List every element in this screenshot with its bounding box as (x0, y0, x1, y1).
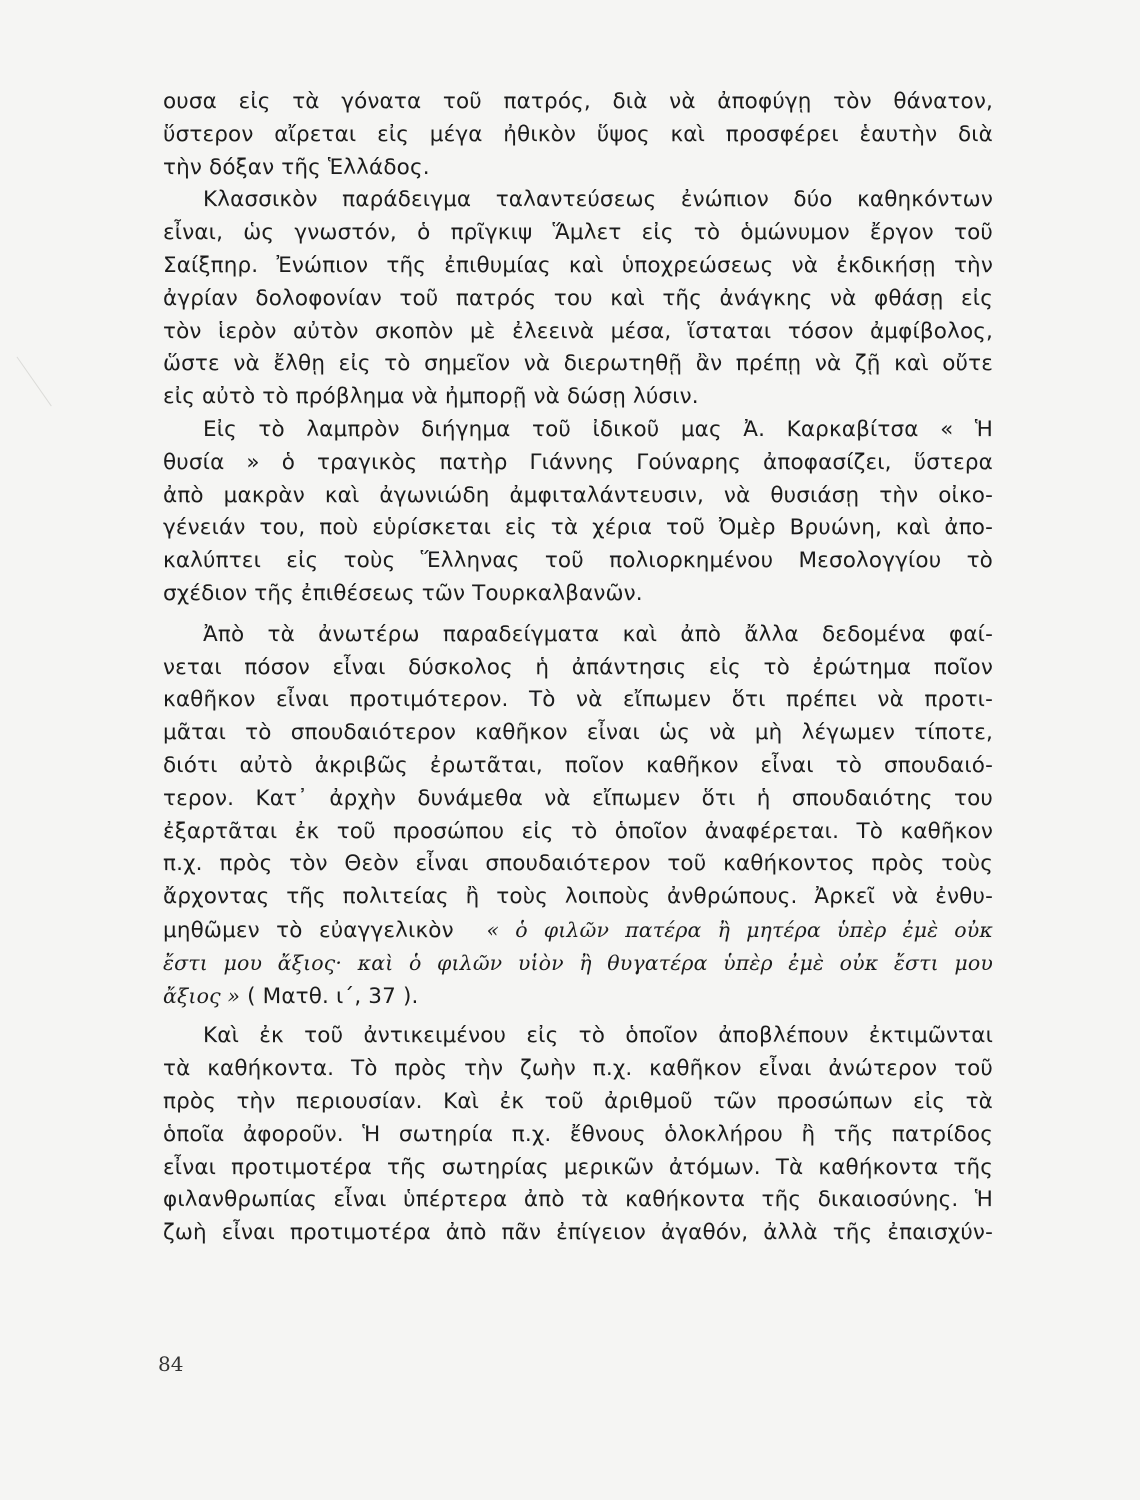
text-line: καλύπτει εἰς τοὺς Ἕλληνας τοῦ πολιορκημένου Μεσολογγίου τὸ (163, 548, 993, 574)
text-line: θυσία » ὁ τραγικὸς πατὴρ Γιάννης Γούναρης ἀποφασίζει, ὕστερα (163, 449, 993, 475)
text-line: τὰ καθήκοντα. Τὸ πρὸς τὴν ζωὴν π.χ. καθῆκον εἶναι ἀνώτερον τοῦ (163, 1056, 993, 1082)
text-line: μᾶται τὸ σπουδαιότερον καθῆκον εἶναι ὡς νὰ μὴ λέγωμεν τίποτε, (163, 720, 993, 746)
text-line: Εἰς τὸ λαμπρὸν διήγημα τοῦ ἰδικοῦ μας Ἀ. Καρκαβίτσα « Ἡ (203, 416, 993, 442)
gospel-quote: « ὁ φιλῶν πατέρα ἢ μητέρα ὑπὲρ ἐμὲ οὐκ (486, 917, 994, 942)
text-line: ἀπὸ μακρὰν καὶ ἀγωνιώδη ἀμφιταλάντευσιν, νὰ θυσιάσῃ τὴν οἰκο- (163, 482, 993, 508)
paragraph-2 (163, 184, 993, 414)
text-line: ἀγρίαν δολοφονίαν τοῦ πατρός του καὶ τῆς ἀνάγκης νὰ φθάσῃ εἰς (163, 285, 993, 311)
text-line: γένειάν του, ποὺ εὑρίσκεται εἰς τὰ χέρια τοῦ Ὀμὲρ Βρυώνη, καὶ ἀπο- (163, 515, 993, 541)
quote-line (163, 980, 993, 1013)
text-line: εἰς αὐτὸ τὸ πρόβλημα νὰ ἠμπορῇ νὰ δώσῃ λύσιν. (163, 384, 699, 410)
text-line: ουσα εἰς τὰ γόνατα τοῦ πατρός, διὰ νὰ ἀποφύγῃ τὸν θάνατον, (163, 89, 993, 114)
body-text (163, 86, 993, 1250)
gospel-quote: ἔστι μου ἄξιος· καὶ ὁ φιλῶν υἱὸν ἢ θυγατέρα ὑπὲρ ἐμὲ οὐκ ἔστι μου (163, 950, 993, 975)
text-line: ὁποῖα ἀφοροῦν. Ἡ σωτηρία π.χ. ἔθνους ὁλοκλήρου ἢ τῆς πατρίδος (163, 1121, 993, 1147)
text-line: ἐξαρτᾶται ἐκ τοῦ προσώπου εἰς τὸ ὁποῖον ἀναφέρεται. Τὸ καθῆκον (163, 818, 993, 844)
text-line: ὥστε νὰ ἔλθῃ εἰς τὸ σημεῖον νὰ διερωτηθῇ ἂν πρέπῃ νὰ ζῇ καὶ οὔτε (163, 351, 993, 377)
text-line: ζωὴ εἶναι προτιμοτέρα ἀπὸ πᾶν ἐπίγειον ἀγαθόν, ἀλλὰ τῆς ἐπαισχύν- (163, 1220, 993, 1246)
show-through-mark (17, 334, 85, 407)
quote-intro: μηθῶμεν τὸ εὐαγγελικὸν (163, 917, 454, 943)
text-line: Ἀπὸ τὰ ἀνωτέρω παραδείγματα καὶ ἀπὸ ἄλλα δεδομένα φαί- (203, 621, 993, 647)
text-line: φιλανθρωπίας εἶναι ὑπέρτερα ἀπὸ τὰ καθήκοντα τῆς δικαιοσύνης. Ἡ (163, 1187, 993, 1213)
text-line: ὕστερον αἴρεται εἰς μέγα ἠθικὸν ὕψος καὶ προσφέρει ἑαυτὴν διὰ (163, 121, 993, 147)
page-number: 84 (158, 1352, 184, 1376)
text-line: Σαίξπηρ. Ἐνώπιον τῆς ἐπιθυμίας καὶ ὑποχρεώσεως νὰ ἐκδικήσῃ τὴν (163, 252, 993, 278)
paragraph-4 (163, 619, 993, 1013)
text-line: σχέδιον τῆς ἐπιθέσεως τῶν Τουρκαλβανῶν. (163, 580, 643, 606)
scripture-reference: ( Ματθ. ι΄, 37 ). (240, 983, 419, 1009)
text-line: τὴν δόξαν τῆς Ἑλλάδος. (163, 154, 430, 180)
text-line: τὸν ἱερὸν αὐτὸν σκοπὸν μὲ ἐλεεινὰ μέσα, ἵσταται τόσον ἀμφίβολος, (163, 318, 993, 344)
paragraph-3 (163, 414, 993, 611)
text-line: ἄρχοντας τῆς πολιτείας ἢ τοὺς λοιποὺς ἀνθρώπους. Ἀρκεῖ νὰ ἐνθυ- (163, 884, 993, 910)
quote-line (163, 947, 993, 980)
text-line: καθῆκον εἶναι προτιμότερον. Τὸ νὰ εἴπωμεν ὅτι πρέπει νὰ προτι- (163, 687, 993, 713)
text-line: π.χ. πρὸς τὸν Θεὸν εἶναι σπουδαιότερον τοῦ καθήκοντος πρὸς τοὺς (163, 851, 993, 877)
text-line: Καὶ ἐκ τοῦ ἀντικειμένου εἰς τὸ ὁποῖον ἀποβλέπουν ἐκτιμῶνται (203, 1023, 993, 1049)
text-line: νεται πόσον εἶναι δύσκολος ἡ ἀπάντησις εἰς τὸ ἐρώτημα ποῖον (163, 654, 993, 680)
quote-line (163, 914, 993, 947)
gospel-quote: ἄξιος » (163, 983, 241, 1008)
paragraph-1 (163, 86, 993, 184)
text-line: εἶναι προτιμοτέρα τῆς σωτηρίας μερικῶν ἀτόμων. Τὰ καθήκοντα τῆς (163, 1154, 993, 1180)
text-line: πρὸς τὴν περιουσίαν. Καὶ ἐκ τοῦ ἀριθμοῦ τῶν προσώπων εἰς τὰ (163, 1088, 993, 1114)
text-line: διότι αὐτὸ ἀκριβῶς ἐρωτᾶται, ποῖον καθῆκον εἶναι τὸ σπουδαιό- (163, 752, 993, 778)
text-line: εἶναι, ὡς γνωστόν, ὁ πρῖγκιψ Ἅμλετ εἰς τὸ ὁμώνυμον ἔργον τοῦ (163, 220, 993, 246)
paragraph-5 (163, 1020, 993, 1250)
text-line: Κλασσικὸν παράδειγμα ταλαντεύσεως ἐνώπιον δύο καθηκόντων (203, 187, 993, 213)
text-line: τερον. Κατ᾿ ἀρχὴν δυνάμεθα νὰ εἴπωμεν ὅτι ἡ σπουδαιότης του (163, 785, 993, 811)
